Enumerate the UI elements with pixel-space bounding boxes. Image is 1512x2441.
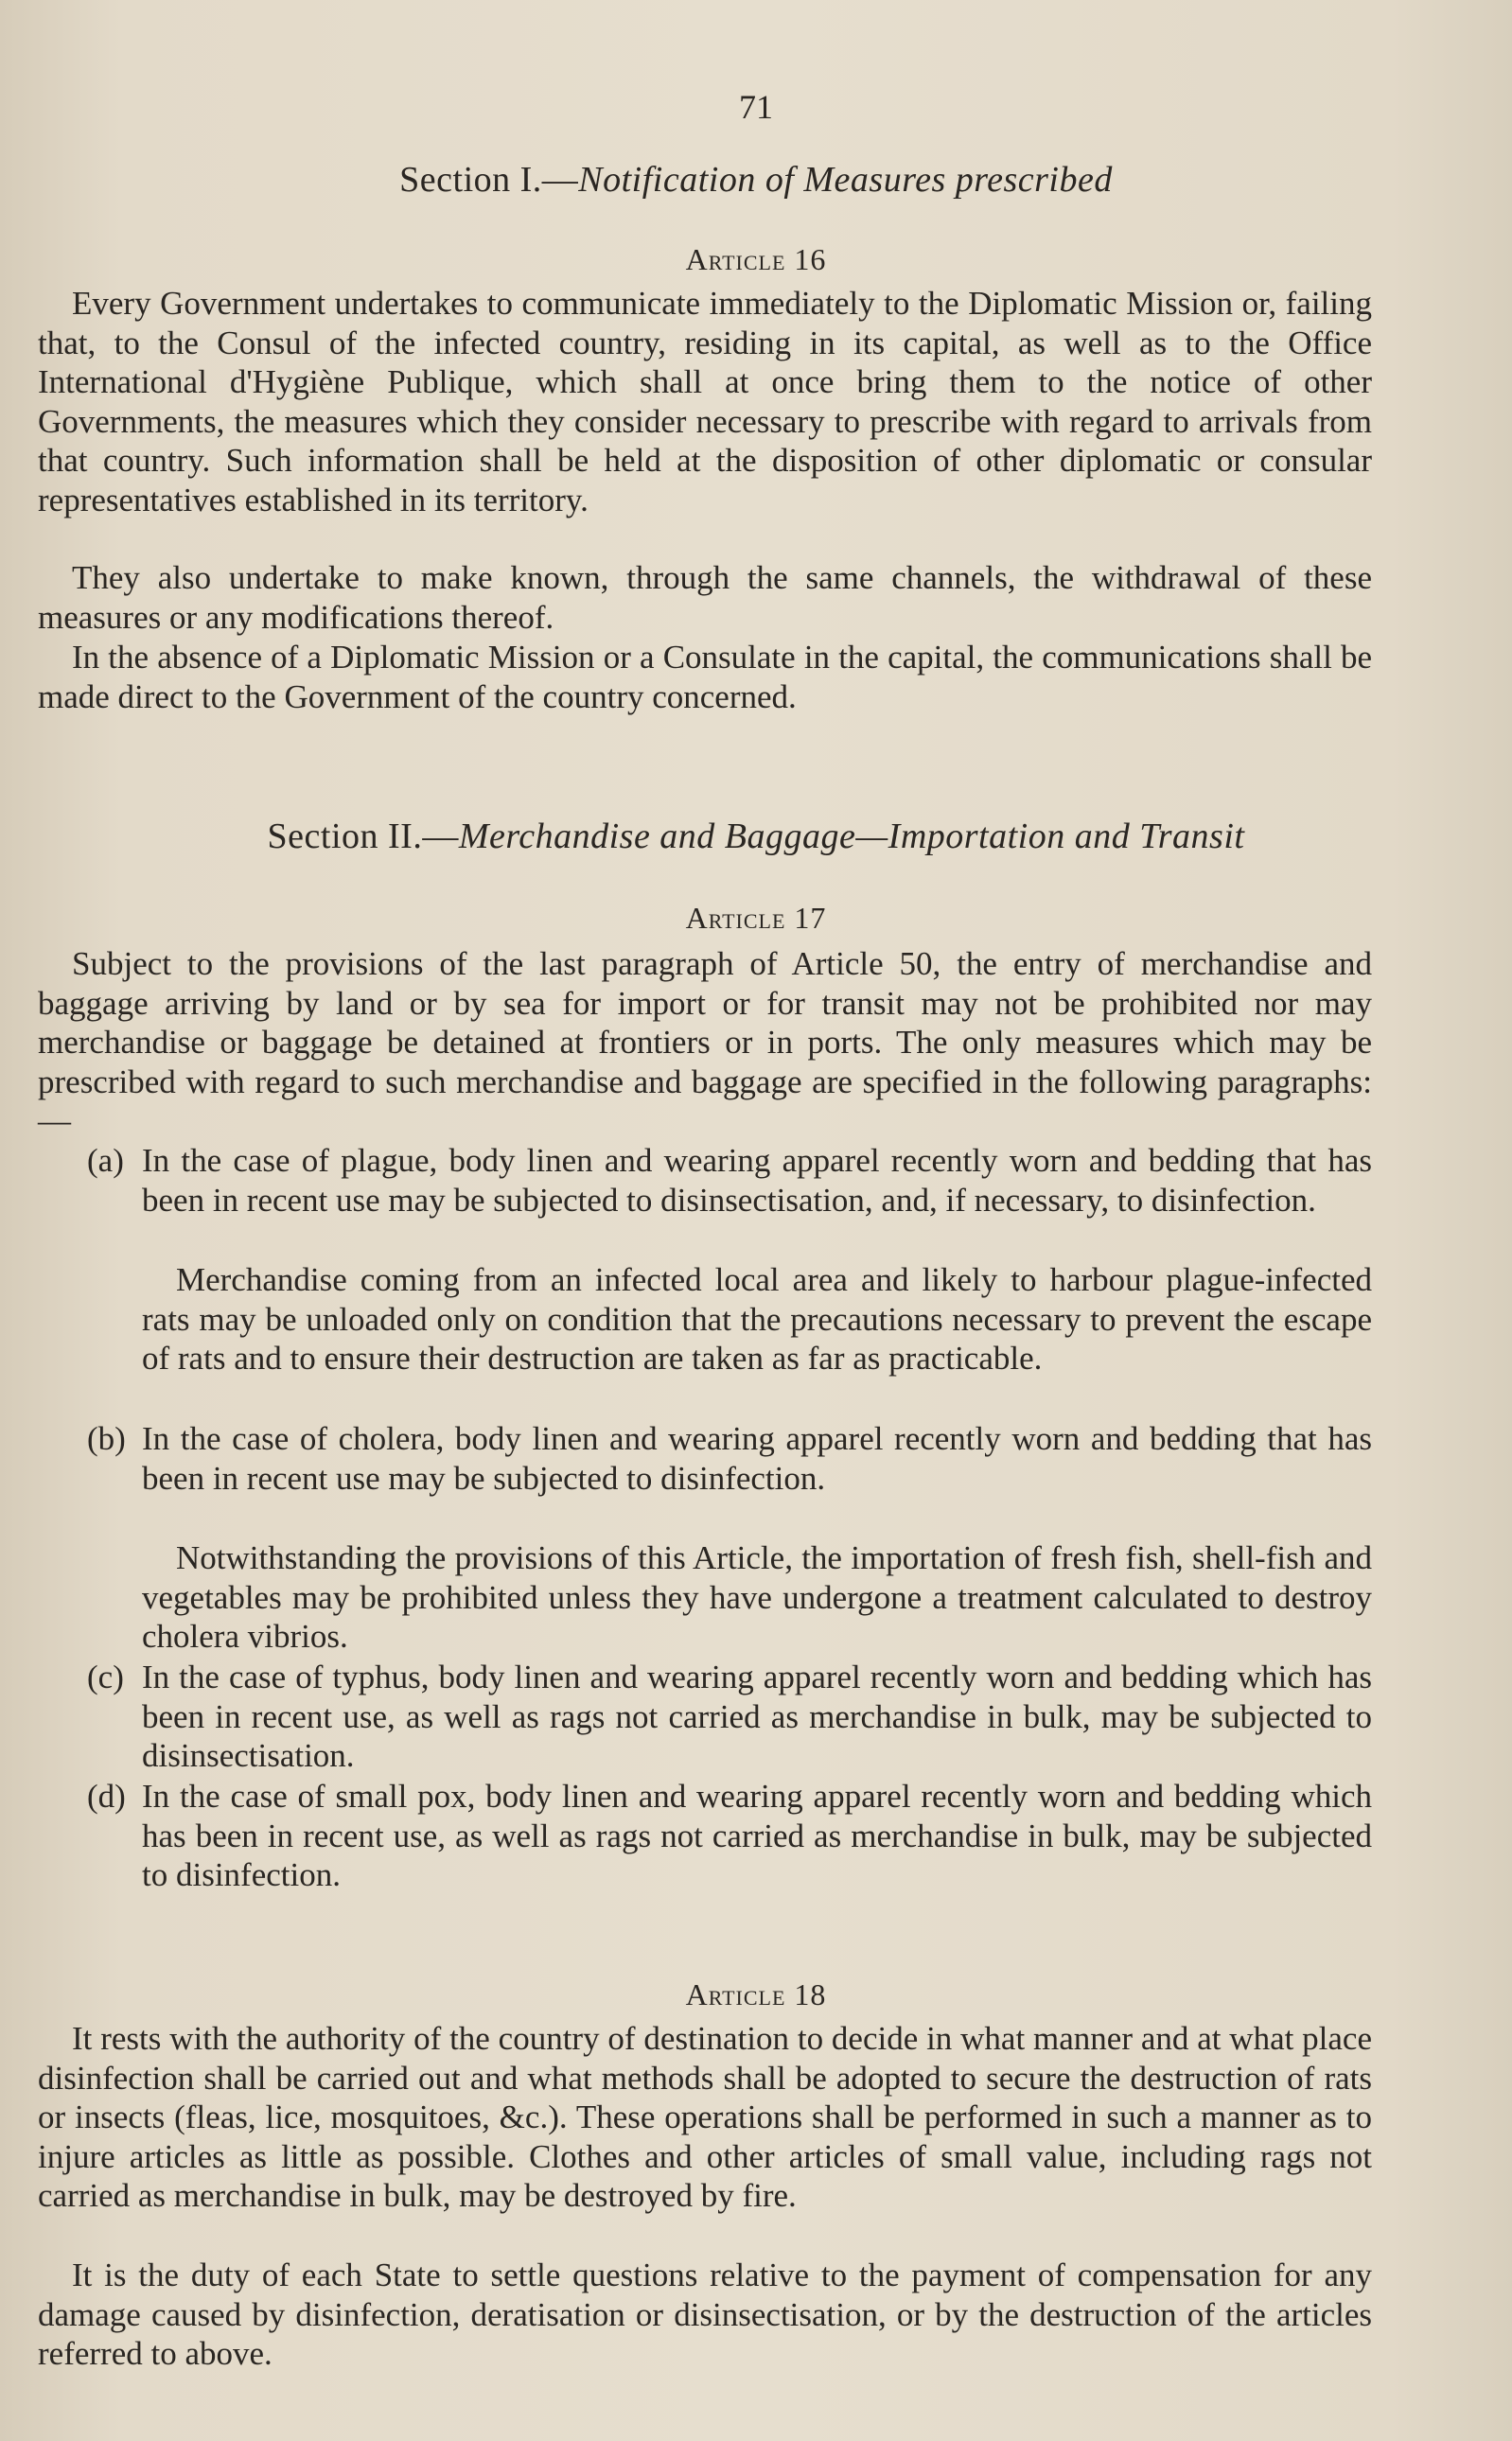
item-followup: Notwithstanding the provisions of this Article, the importation of fresh fish, shell-fish and vegetables may be prohibited unless they have undergone a treatment calculated to destroy cholera vibrios.	[142, 1539, 1372, 1655]
page-number: 71	[739, 88, 773, 126]
item-followup: Merchandise coming from an infected local area and likely to harbour plague-infected rats may be unloaded only on condition that the precautions necessary to prevent the escape of rats and to ensure their destruction are taken as far as practicable.	[142, 1261, 1372, 1377]
list-item	[87, 1419, 1372, 1498]
item-label: (d)	[87, 1778, 126, 1815]
article-paragraph: It rests with the authority of the country of destination to decide in what manner and at what place disinfection shall be carried out and what methods shall be adopted to secure the destruction of rats or insects (fleas, lice, mosquitoes, &c.). These operations shall be performed in such a manner as to injure articles as little as possible. Clothes and other articles of small value, including rags not carried as merchandise in bulk, may be destroyed by fire.	[38, 2020, 1372, 2214]
section-number: Section II.—	[267, 817, 459, 856]
item-label: (a)	[87, 1142, 124, 1179]
section-heading	[0, 816, 1512, 857]
item-label: (b)	[87, 1420, 126, 1457]
item-text: In the case of plague, body linen and wearing apparel recently worn and bedding that has been in recent use may be subjected to disinsectisation, and, if necessary, to disinfection.	[142, 1142, 1372, 1219]
section-title: Merchandise and Baggage—Importation and Transit	[458, 817, 1245, 856]
item-text: In the case of small pox, body linen and wearing apparel recently worn and bedding which has been in recent use, as well as rags not carried as merchandise in bulk, may be subjected to disinfection.	[142, 1778, 1372, 1893]
item-text: In the case of cholera, body linen and wearing apparel recently worn and bedding that has been in recent use may be subjected to disinfection.	[142, 1420, 1372, 1497]
item-label: (c)	[87, 1659, 124, 1695]
article-heading: Article 18	[685, 1977, 827, 2011]
section-title: Notification of Measures prescribed	[578, 160, 1113, 200]
article-paragraph: Every Government undertakes to communicate immediately to the Diplomatic Mission or, failing that, to the Consul of the infected country, residing in its capital, as well as to the Office International d'Hygiène Publique, which shall at once bring them to the notice of other Governments, the measures which they consider necessary to prescribe with regard to arrivals from that country. Such information shall be held at the disposition of other diplomatic or consular representatives established in its territory.	[38, 285, 1372, 518]
article-paragraph: It is the duty of each State to settle questions relative to the payment of compensation for any damage caused by disinfection, deratisation or disinsectisation, or by the destruction of the articles referred to above.	[38, 2257, 1372, 2372]
list-item	[87, 1777, 1372, 1895]
section-heading	[0, 159, 1512, 201]
list-item	[87, 1141, 1372, 1220]
article-heading: Article 16	[685, 242, 827, 276]
article-heading: Article 17	[685, 901, 827, 935]
list-item	[87, 1658, 1372, 1776]
article-paragraph: They also undertake to make known, through the same channels, the withdrawal of these measures or any modifications thereof.	[38, 559, 1372, 636]
article-paragraph: In the absence of a Diplomatic Mission or a Consulate in the capital, the communications shall be made direct to the Government of the country concerned.	[38, 639, 1372, 715]
article-paragraph: Subject to the provisions of the last paragraph of Article 50, the entry of merchandise and baggage arriving by land or by sea for import or for transit may not be prohibited nor may merchandise or baggage be detained at frontiers or in ports. The only measures which may be prescribed with regard to such merchandise and baggage are specified in the following paragraphs:—	[38, 945, 1372, 1139]
section-number: Section I.—	[399, 160, 579, 200]
item-text: In the case of typhus, body linen and wearing apparel recently worn and bedding which has been in recent use, as well as rags not carried as merchandise in bulk, may be subjected to disinsectisation.	[142, 1659, 1372, 1774]
